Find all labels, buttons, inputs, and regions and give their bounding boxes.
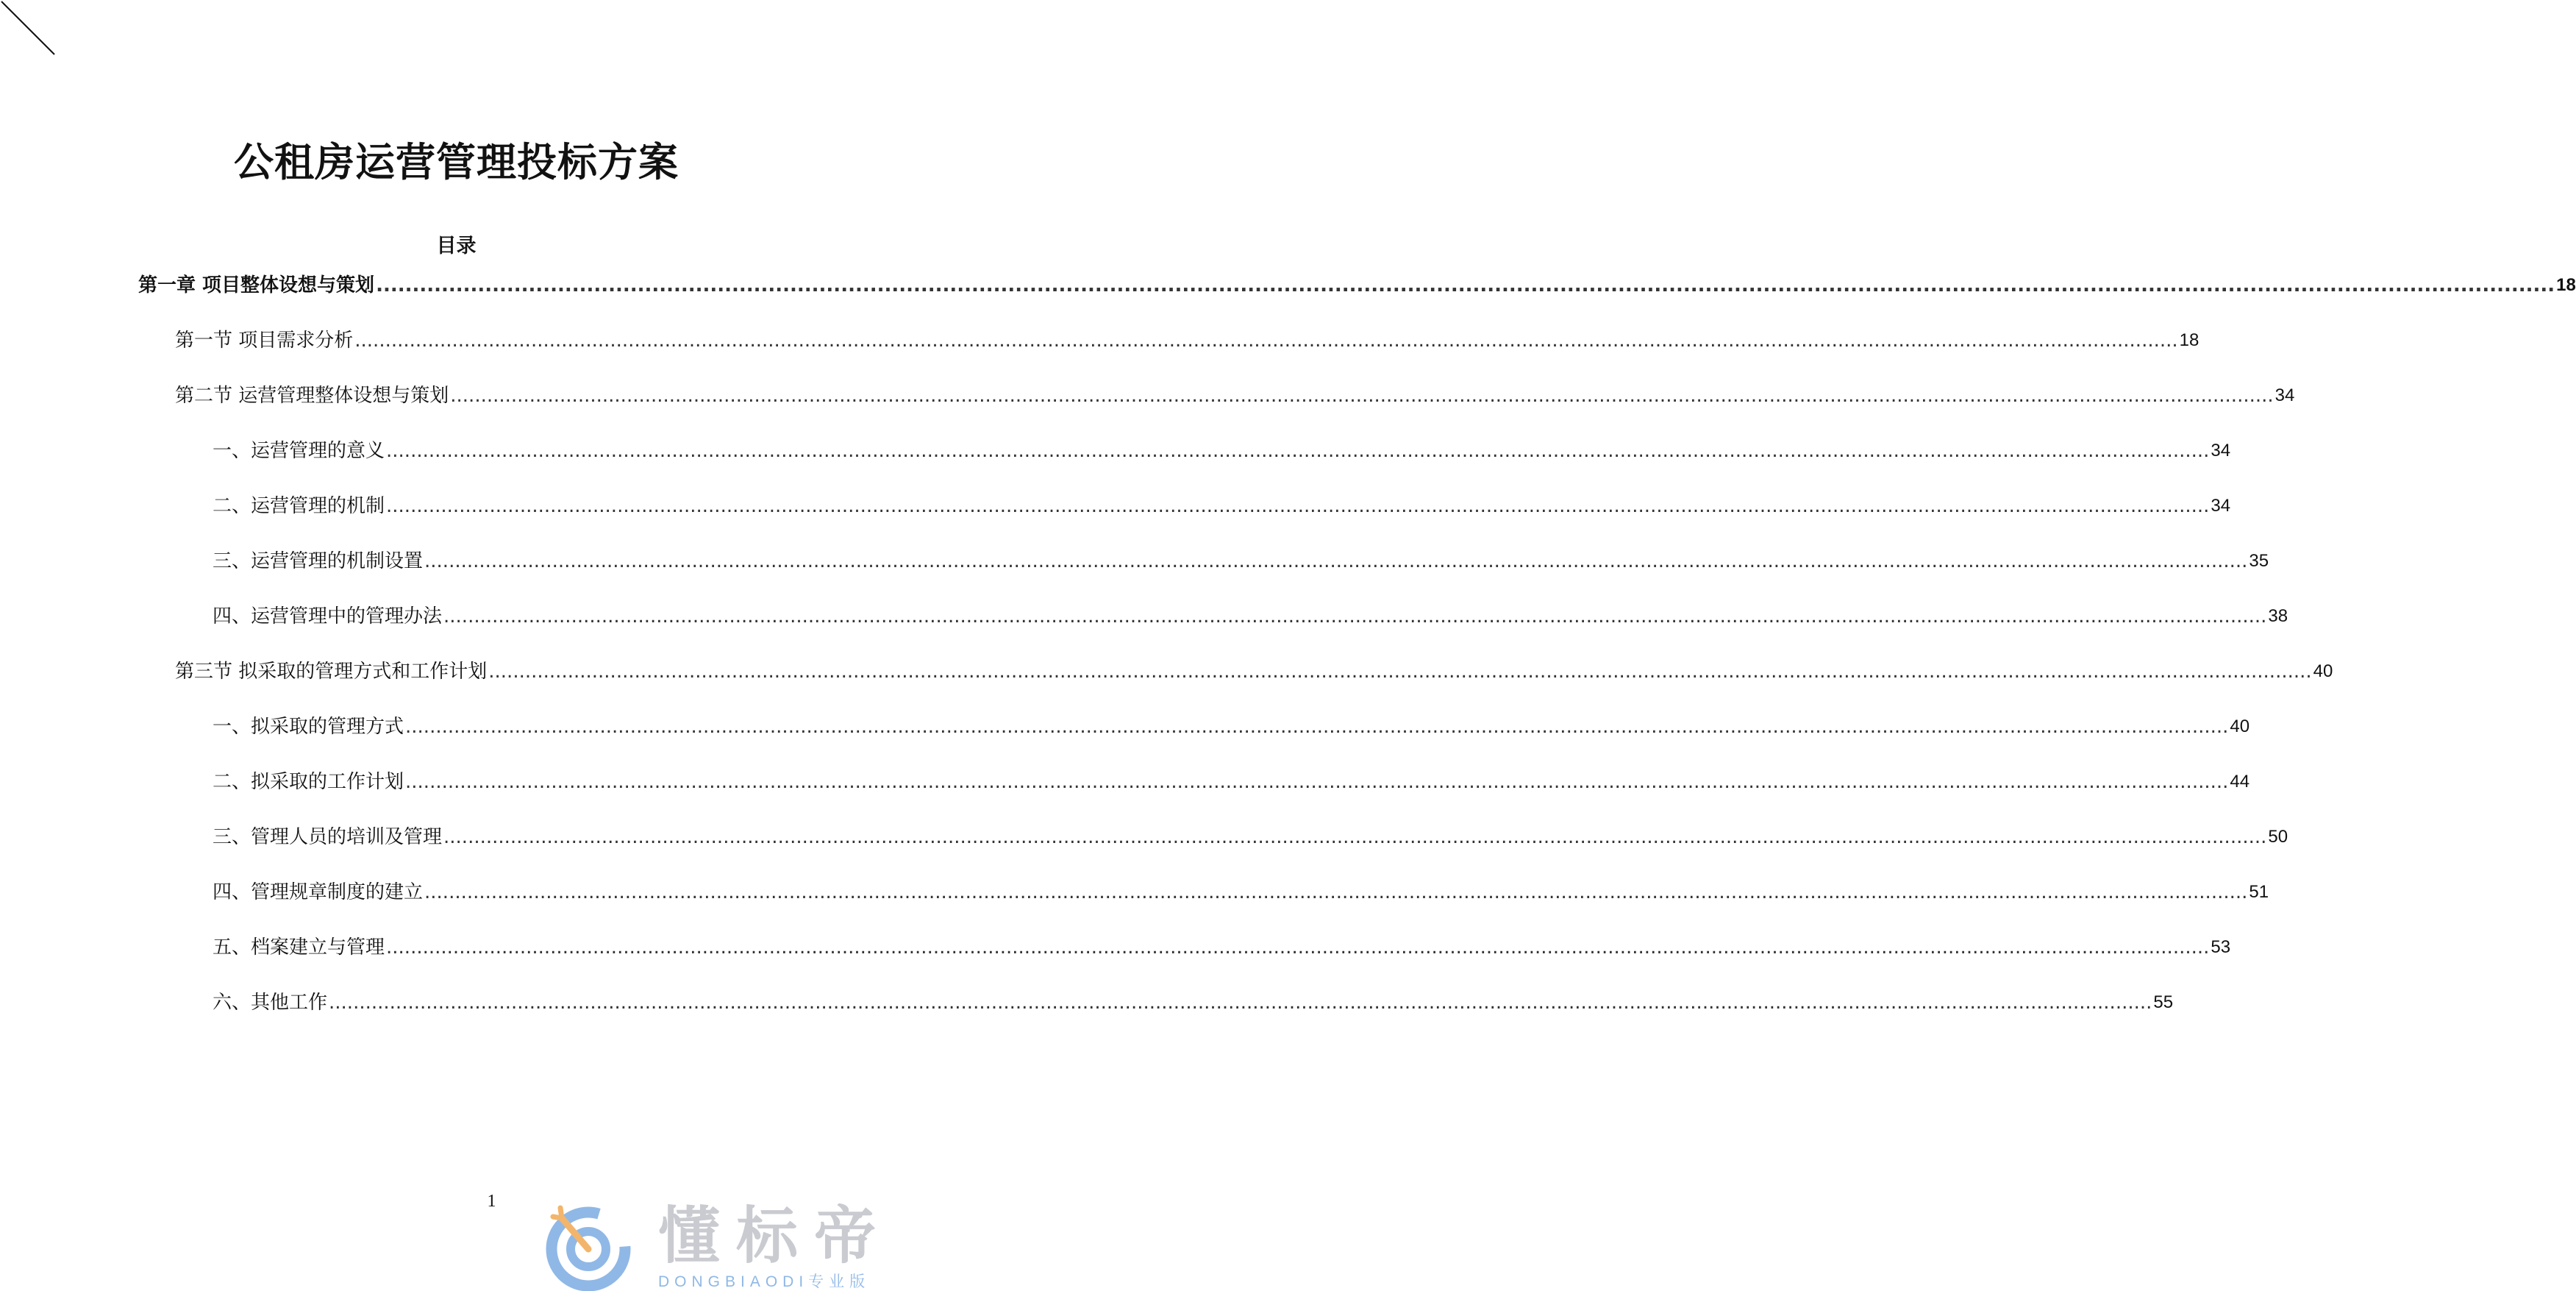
toc-dot-leader: ............................................................................................................................................................................................................................................................................................................	[329, 992, 2152, 1014]
watermark-brand: 懂标帝	[658, 1200, 893, 1272]
toc-entry-text: 一、运营管理的意义	[213, 440, 385, 462]
page-number: 1	[487, 1192, 496, 1211]
toc-page-number: 18	[2556, 275, 2576, 295]
toc-page-number: 35	[2249, 551, 2269, 571]
toc-dot-leader: ............................................................................................................................................................................................................................................................................................................	[376, 274, 2555, 296]
toc-dot-leader: ............................................................................................................................................................................................................................................................................................................	[450, 385, 2274, 407]
toc-page-number: 40	[2230, 716, 2250, 736]
toc-entry-text: 二、运营管理的机制	[213, 495, 385, 517]
toc-dot-leader: ............................................................................................................................................................................................................................................................................................................	[488, 661, 2312, 683]
toc-dot-leader: ............................................................................................................................................................................................................................................................................................................	[443, 605, 2267, 627]
toc-entry[interactable]	[213, 933, 2231, 962]
toc-heading: 目录	[436, 235, 477, 257]
toc-entry[interactable]	[138, 271, 2576, 300]
toc-entry-text: 六、其他工作	[213, 992, 328, 1014]
toc-entry-text: 一、拟采取的管理方式	[213, 716, 404, 738]
toc-entry[interactable]	[213, 436, 2231, 466]
toc-page-number: 44	[2230, 772, 2250, 792]
toc-page-number: 55	[2153, 992, 2174, 1012]
toc-entry-text: 二、拟采取的工作计划	[213, 771, 404, 793]
toc-page-number: 34	[2274, 385, 2295, 405]
toc-entry-text: 三、运营管理的机制设置	[213, 550, 424, 572]
toc-page-number: 38	[2268, 606, 2288, 626]
toc-entry-text: 三、管理人员的培训及管理	[213, 826, 443, 848]
toc-dot-leader: ............................................................................................................................................................................................................................................................................................................	[354, 330, 2178, 352]
toc-dot-leader: ............................................................................................................................................................................................................................................................................................................	[405, 716, 2229, 738]
toc-entry[interactable]	[175, 657, 2333, 686]
toc-entry[interactable]	[213, 712, 2250, 741]
target-arrow-icon	[544, 1199, 640, 1290]
toc-entry[interactable]	[213, 878, 2269, 907]
watermark-subtitle: DONGBIAODI专业版	[658, 1273, 871, 1290]
toc-page-number: 18	[2179, 330, 2199, 350]
toc-dot-leader: ............................................................................................................................................................................................................................................................................................................	[386, 495, 2210, 517]
toc-entry-text: 四、运营管理中的管理办法	[213, 605, 443, 627]
toc-entry-text: 第二节 运营管理整体设想与策划	[175, 385, 449, 407]
toc-page-number: 51	[2249, 882, 2269, 902]
toc-entry[interactable]	[213, 988, 2174, 1017]
toc-page-number: 34	[2211, 441, 2231, 460]
toc-entry-text: 四、管理规章制度的建立	[213, 881, 424, 903]
toc-entry[interactable]	[175, 381, 2295, 410]
toc-entry[interactable]	[213, 767, 2250, 797]
document-title: 公租房运营管理投标方案	[234, 139, 679, 185]
toc-entry[interactable]	[213, 602, 2288, 631]
toc-entry-text: 第一节 项目需求分析	[175, 330, 354, 352]
toc-entry-text: 五、档案建立与管理	[213, 936, 385, 959]
toc-entry[interactable]	[213, 547, 2269, 576]
toc-page-number: 50	[2268, 827, 2288, 847]
toc-dot-leader: ............................................................................................................................................................................................................................................................................................................	[405, 771, 2229, 793]
toc-dot-leader: ............................................................................................................................................................................................................................................................................................................	[386, 440, 2210, 462]
toc-dot-leader: ............................................................................................................................................................................................................................................................................................................	[386, 936, 2210, 959]
toc-entry-text: 第三节 拟采取的管理方式和工作计划	[175, 661, 488, 683]
toc-dot-leader: ............................................................................................................................................................................................................................................................................................................	[424, 881, 2248, 903]
toc-dot-leader: ............................................................................................................................................................................................................................................................................................................	[443, 826, 2267, 848]
watermark	[544, 1199, 913, 1290]
toc-entry[interactable]	[213, 822, 2288, 852]
toc-page-number: 53	[2211, 937, 2231, 957]
toc-entry-text: 第一章 项目整体设想与策划	[138, 274, 375, 296]
toc-entry[interactable]	[175, 326, 2199, 355]
toc-page-number: 34	[2211, 496, 2231, 516]
toc-dot-leader: ............................................................................................................................................................................................................................................................................................................	[424, 550, 2248, 572]
toc-page-number: 40	[2313, 661, 2333, 681]
toc-entry[interactable]	[213, 491, 2231, 521]
